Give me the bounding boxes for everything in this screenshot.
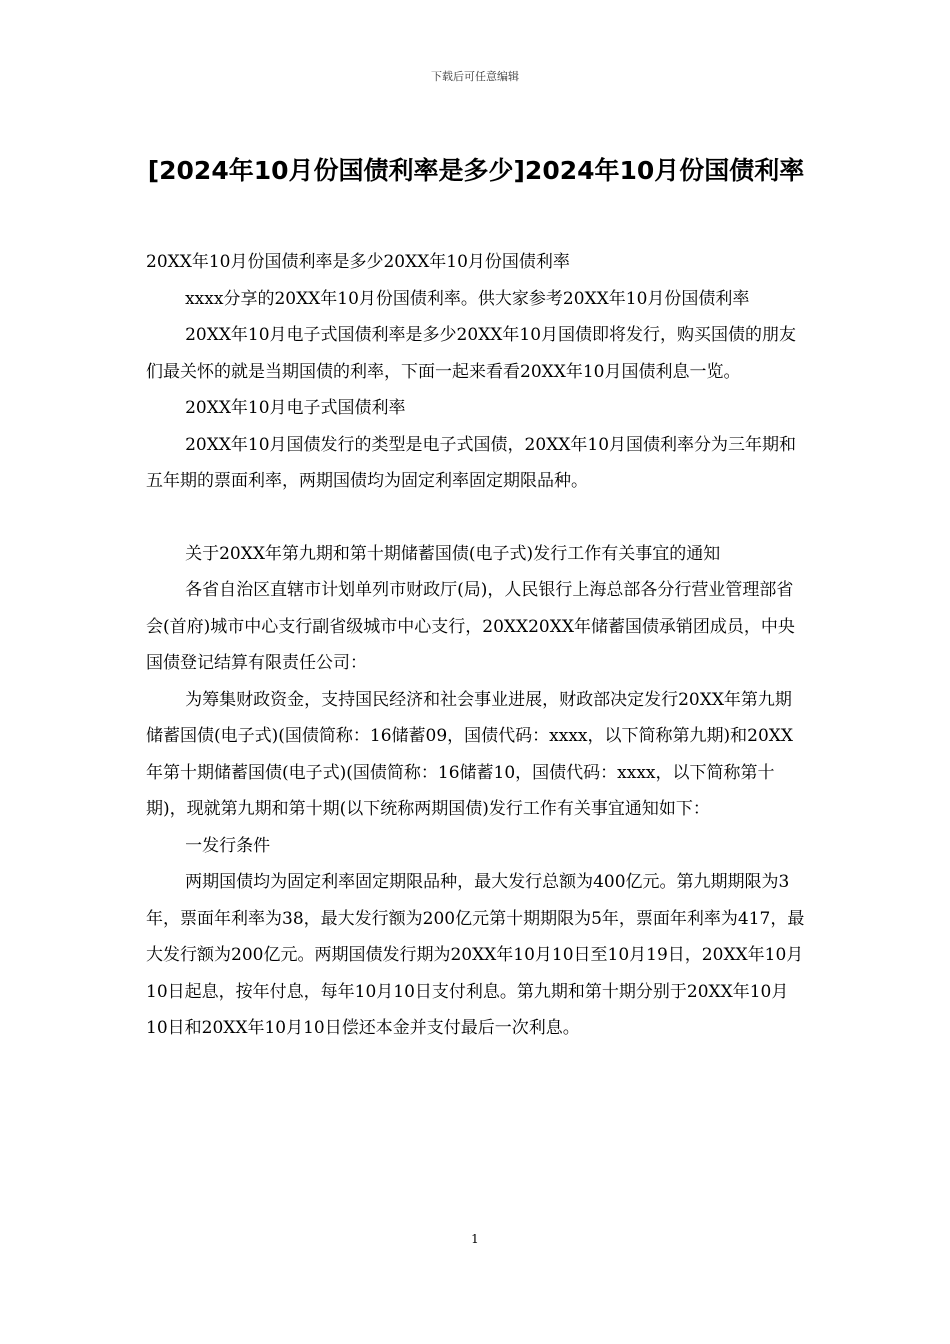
paragraph-subtitle: 20XX年10月份国债利率是多少20XX年10月份国债利率 xyxy=(146,252,570,272)
paragraph-notice-title: 关于20XX年第九期和第十期储蓄国债(电子式)发行工作有关事宜的通知 xyxy=(185,543,721,564)
paragraph-bond-type: 20XX年10月国债发行的类型是电子式国债，20XX年10月国债利率分为三年期和五年期的票面利率，两期国债均为固定利率固定期限品种。 xyxy=(146,434,797,491)
paragraph-overview: 20XX年10月电子式国债利率是多少20XX年10月国债即将发行，购买国债的朋友们最关怀的就是当期国债的利率，下面一起来看看20XX年10月国债利息一览。 xyxy=(146,325,797,382)
document-body xyxy=(146,244,806,1047)
paragraph-conditions-heading: 一发行条件 xyxy=(185,835,271,856)
document-title: [2024年10月份国债利率是多少]2024年10月份国债利率 xyxy=(147,156,805,185)
page-number: 1 xyxy=(471,1232,479,1246)
paragraph-purpose: 为筹集财政资金，支持国民经济和社会事业进展，财政部决定发行20XX年第九期储蓄国债(电子式)(国债简称：16储蓄09，国债代码：xxxx，以下简称第九期)和20XX年第十期储蓄国债(电子式)(国债简称：16储蓄10，国债代码：xxxx，以下简称第十期)，现就第九期和第十期(以下统称两期国债)发行工作有关事宜通知如下： xyxy=(146,689,793,819)
paragraph-conditions: 两期国债均为固定利率固定期限品种，最大发行总额为400亿元。第九期期限为3年，票面年利率为38，最大发行额为200亿元第十期期限为5年，票面年利率为417，最大发行额为200亿元。两期国债发行期为20XX年10月10日至10月19日，20XX年10月10日起息，按年付息，每年10月10日支付利息。第九期和第十期分别于20XX年10月10日和20XX年10月10日偿还本金并支付最后一次利息。 xyxy=(146,872,805,1038)
paragraph-recipients: 各省自治区直辖市计划单列市财政厅(局)，人民银行上海总部各分行营业管理部省会(首府)城市中心支行副省级城市中心支行，20XX20XX年储蓄国债承销团成员，中央国债登记结算有限责任公司： xyxy=(146,580,795,673)
paragraph-section-heading: 20XX年10月电子式国债利率 xyxy=(185,398,406,418)
page-header: 下载后可任意编辑 xyxy=(431,70,519,83)
paragraph-intro: xxxx分享的20XX年10月份国债利率。供大家参考20XX年10月份国债利率 xyxy=(185,288,750,309)
